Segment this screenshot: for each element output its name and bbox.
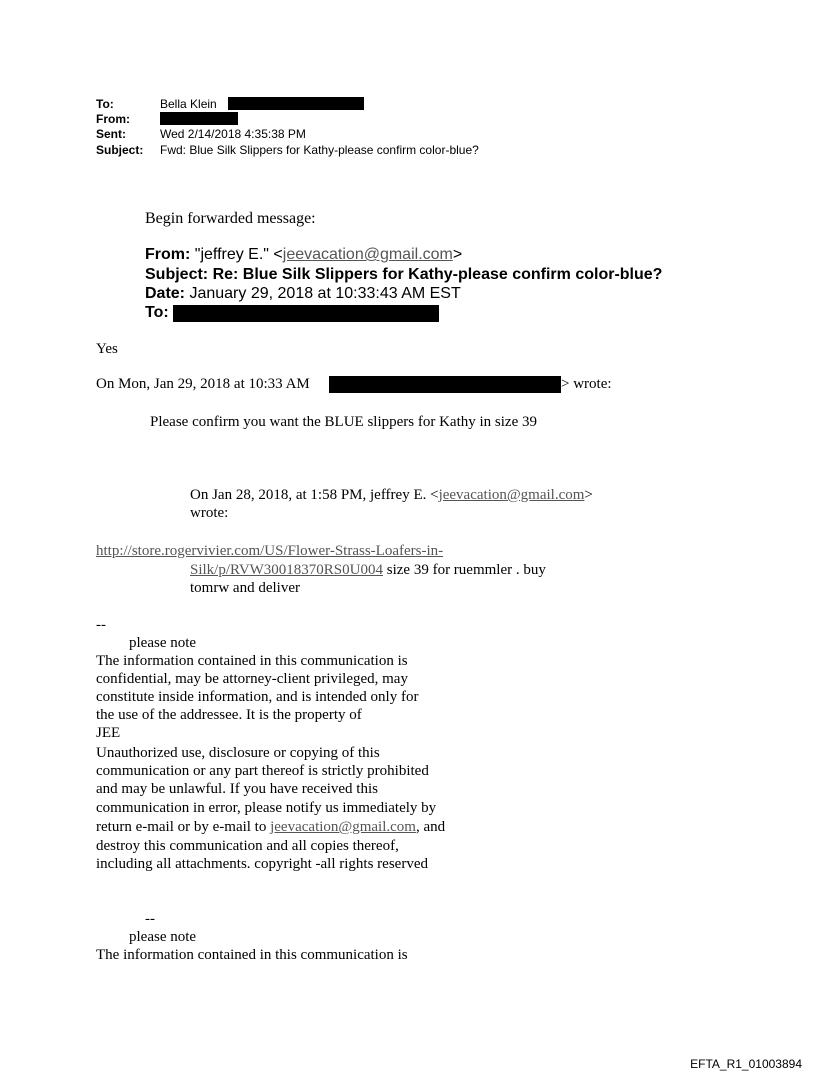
forwarded-from-email-link[interactable]: jeevacation@gmail.com xyxy=(282,246,453,263)
product-url-link-line1[interactable]: http://store.rogervivier.com/US/Flower-Strass-Loafers-in- xyxy=(96,543,444,559)
signature-please-note: please note xyxy=(129,635,197,651)
redaction-box xyxy=(228,97,364,110)
signature2-please-note: please note xyxy=(129,929,197,945)
quoted-email-link[interactable]: jeevacation@gmail.com xyxy=(438,487,585,503)
reply-on-mon: On Mon, Jan 29, 2018 at 10:33 AM xyxy=(96,376,310,392)
disclaimer2-line: The information contained in this communication is xyxy=(96,947,408,963)
return-prefix: return e-mail or by e-mail to xyxy=(96,819,271,835)
forwarded-from xyxy=(145,246,462,264)
confirm-message: Please confirm you want the BLUE slippers for Kathy in size 39 xyxy=(150,414,537,430)
disclaimer-line: communication in error, please notify us immediately by xyxy=(96,800,437,816)
redaction-box xyxy=(160,112,238,125)
forwarded-from-name: "jeffrey E." < xyxy=(190,246,283,263)
forwarded-date xyxy=(145,285,461,303)
document-id: EFTA_R1_01003894 xyxy=(690,1057,802,1071)
return-suffix: , and xyxy=(415,819,446,835)
order-instructions-cont: tomrw and deliver xyxy=(190,580,300,596)
product-url-link-line2[interactable]: Silk/p/RVW30018370RS0U004 xyxy=(190,562,383,578)
forwarded-to xyxy=(145,304,169,322)
disclaimer-line: constitute inside information, and is intended only for xyxy=(96,689,419,705)
disclaimer-line: destroy this communication and all copies thereof, xyxy=(96,838,399,854)
disclaimer-email-link[interactable]: jeevacation@gmail.com xyxy=(270,819,416,835)
forwarded-date-label: Date: xyxy=(145,285,186,302)
disclaimer-line: JEE xyxy=(96,725,121,741)
forwarded-from-label: From: xyxy=(145,246,191,263)
forwarded-date-value: January 29, 2018 at 10:33:43 AM EST xyxy=(185,285,461,302)
order-instructions: size 39 for ruemmler . buy xyxy=(383,562,546,578)
disclaimer-line: Unauthorized use, disclosure or copying of this xyxy=(96,745,380,761)
subject-label: Subject: xyxy=(96,143,144,157)
product-url-line2-row xyxy=(190,562,546,579)
signature-dashes: -- xyxy=(96,617,106,633)
signature2-dashes: -- xyxy=(145,911,155,927)
subject-value: Fwd: Blue Silk Slippers for Kathy-please confirm color-blue? xyxy=(160,143,479,157)
to-label: To: xyxy=(96,97,114,111)
to-value: Bella Klein xyxy=(160,97,217,111)
disclaimer-return-line xyxy=(96,819,445,836)
disclaimer-line: the use of the addressee. It is the property of xyxy=(96,707,362,723)
disclaimer-line: confidential, may be attorney-client privileged, may xyxy=(96,671,408,687)
quoted-on-jan28: On Jan 28, 2018, at 1:58 PM, jeffrey E. < xyxy=(190,487,439,503)
forwarded-subject: Subject: Re: Blue Silk Slippers for Kathy-please confirm color-blue? xyxy=(145,266,663,283)
quoted-close: > xyxy=(584,487,593,503)
forwarded-to-label: To: xyxy=(145,304,169,321)
forwarded-from-close: > xyxy=(452,246,463,263)
from-label: From: xyxy=(96,112,130,126)
disclaimer-line: including all attachments. copyright -all rights reserved xyxy=(96,856,428,872)
reply-yes: Yes xyxy=(96,341,118,357)
sent-value: Wed 2/14/2018 4:35:38 PM xyxy=(160,127,306,141)
disclaimer-line: and may be unlawful. If you have received this xyxy=(96,781,378,797)
quoted-header xyxy=(190,487,593,504)
quoted-wrote: wrote: xyxy=(190,505,229,521)
reply-wrote: > wrote: xyxy=(561,376,612,392)
disclaimer-line: The information contained in this communication is xyxy=(96,653,408,669)
redaction-box xyxy=(329,376,561,393)
forward-intro: Begin forwarded message: xyxy=(145,210,316,227)
disclaimer-line: communication or any part thereof is strictly prohibited xyxy=(96,763,429,779)
redaction-box xyxy=(173,305,439,322)
sent-label: Sent: xyxy=(96,127,126,141)
